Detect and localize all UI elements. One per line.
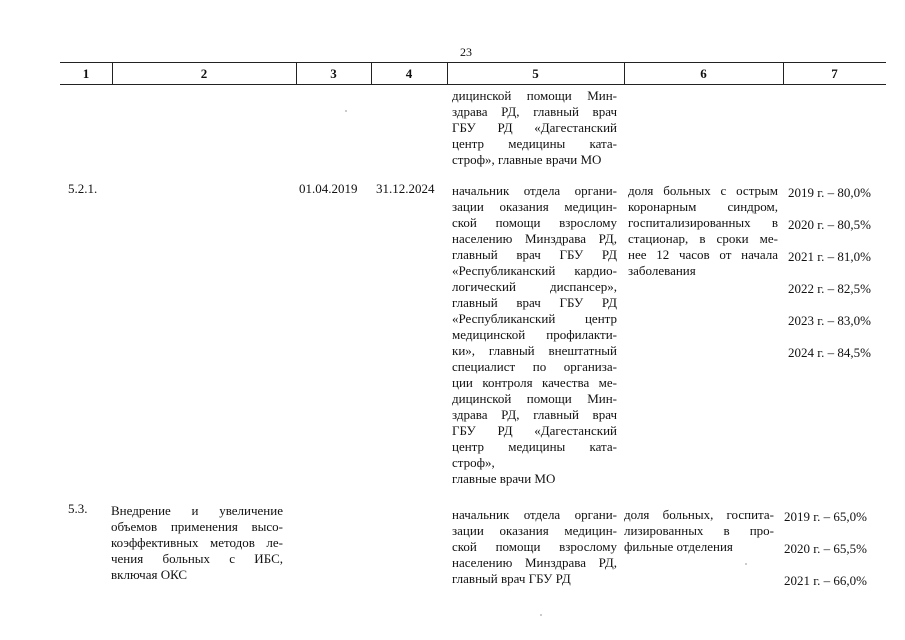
text-line: «Республиканский центр — [452, 311, 617, 326]
text-line: населению Минздрава РД, — [452, 555, 617, 570]
text-line: включая ОКС — [111, 567, 188, 582]
row-number: 5.2.1. — [68, 181, 98, 196]
text-line: ской помощи взрослому — [452, 539, 617, 554]
text-line: ции контроля качества ме- — [452, 375, 617, 390]
text-line: дицинской помощи Мин- — [452, 391, 617, 406]
column-header-6: 6 — [700, 66, 707, 81]
text-line: дицинской помощи Мин- — [452, 88, 617, 103]
text-line: заболевания — [628, 263, 696, 278]
start-date: 01.04.2019 — [299, 181, 358, 196]
text-line: фильные отделения — [624, 539, 733, 554]
continuation-responsible — [452, 88, 617, 168]
end-date: 31.12.2024 — [376, 181, 435, 196]
text-line: чения больных с ИБС, — [111, 551, 283, 566]
scan-speck — [540, 614, 542, 616]
text-line: центр медицины ката- — [452, 136, 617, 151]
column-header-7: 7 — [831, 66, 838, 81]
text-line: коронарным синдром, — [628, 199, 778, 214]
header-bottom-rule — [60, 84, 886, 85]
text-line: 2020 г. – 80,5% — [788, 217, 871, 232]
text-line: строф», — [452, 455, 495, 470]
row-number: 5.3. — [68, 501, 88, 516]
header-top-rule — [60, 62, 886, 63]
text-line: лизированных в про- — [624, 523, 774, 538]
text-line: 2022 г. – 82,5% — [788, 281, 871, 296]
text-line: специалист по организа- — [452, 359, 617, 374]
text-line: стационар, в сроки ме- — [628, 231, 778, 246]
text-line: 2024 г. – 84,5% — [788, 345, 871, 360]
responsible-list — [452, 507, 617, 587]
text-line: «Республиканский кардио- — [452, 263, 617, 278]
text-line: 2020 г. – 65,5% — [784, 541, 867, 556]
measure-title — [111, 503, 283, 583]
text-line: главный врач ГБУ РД — [452, 247, 617, 262]
indicator-list — [628, 183, 778, 279]
column-header-4: 4 — [405, 66, 413, 81]
text-line: 2023 г. – 83,0% — [788, 313, 871, 328]
text-line: 2021 г. – 81,0% — [788, 249, 871, 264]
text-line: ГБУ РД «Дагестанский — [452, 120, 617, 135]
text-line: доля больных, госпита- — [624, 507, 774, 522]
indicator-list — [624, 507, 774, 555]
text-line: зации оказания медицин- — [452, 523, 617, 538]
text-line: зации оказания медицин- — [452, 199, 617, 214]
target-values — [788, 185, 871, 377]
responsible-list — [452, 183, 617, 487]
text-line: главный врач ГБУ РД — [452, 295, 617, 310]
column-header-1: 1 — [82, 66, 90, 81]
text-line: здрава РД, главный врач — [452, 407, 617, 422]
text-line: строф», главные врачи МО — [452, 152, 602, 167]
column-header-2: 2 — [200, 66, 208, 81]
text-line: здрава РД, главный врач — [452, 104, 617, 119]
text-line: ГБУ РД «Дагестанский — [452, 423, 617, 438]
text-line: объемов применения высо- — [111, 519, 283, 534]
text-line: 2021 г. – 66,0% — [784, 573, 867, 588]
text-line: 2019 г. – 65,0% — [784, 509, 867, 524]
text-line: нее 12 часов от начала — [628, 247, 778, 262]
text-line: коэффективных методов ле- — [111, 535, 283, 550]
text-line: Внедрение и увеличение — [111, 503, 283, 518]
column-header-5: 5 — [532, 66, 539, 81]
text-line: доля больных с острым — [628, 183, 778, 198]
text-line: ки», главный внештатный — [452, 343, 617, 358]
column-header-3: 3 — [330, 66, 337, 81]
page-number: 23 — [460, 45, 472, 59]
text-line: начальник отдела органи- — [452, 507, 617, 522]
text-line: главные врачи МО — [452, 471, 556, 486]
scan-speck — [345, 110, 347, 112]
scan-speck — [745, 563, 747, 565]
target-values — [784, 509, 867, 605]
text-line: начальник отдела органи- — [452, 183, 617, 198]
text-line: центр медицины ката- — [452, 439, 617, 454]
text-line: главный врач ГБУ РД — [452, 571, 571, 586]
text-line: логический диспансер», — [452, 279, 617, 294]
text-line: населению Минздрава РД, — [452, 231, 617, 246]
text-line: ской помощи взрослому — [452, 215, 617, 230]
text-line: 2019 г. – 80,0% — [788, 185, 871, 200]
text-line: медицинской профилакти- — [452, 327, 617, 342]
text-line: госпитализированных в — [628, 215, 778, 230]
